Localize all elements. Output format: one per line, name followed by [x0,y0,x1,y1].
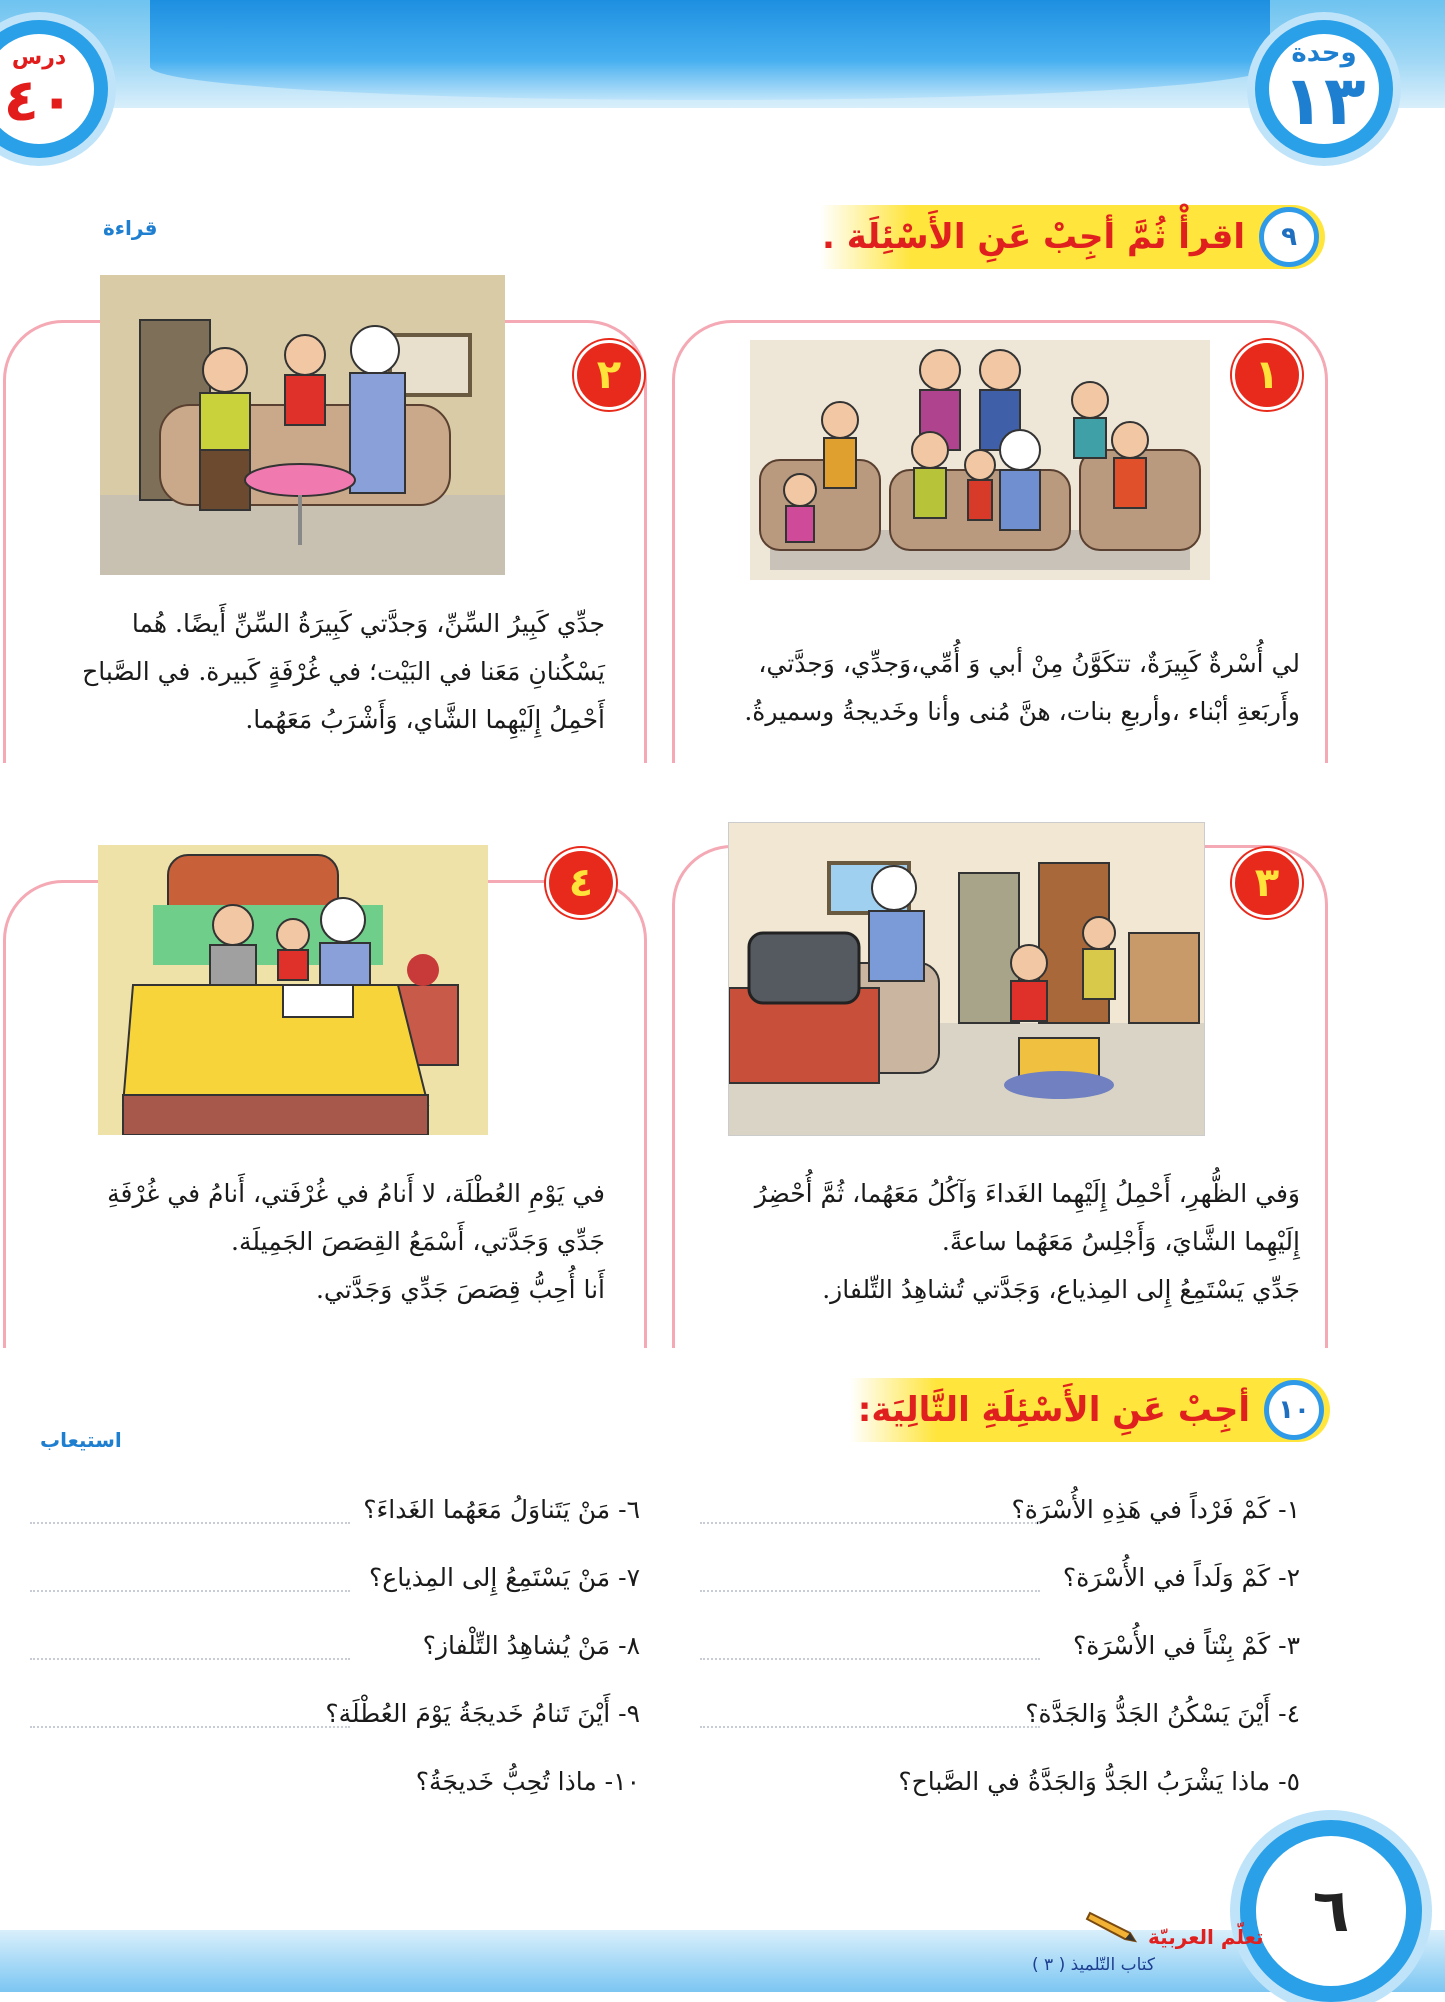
panel-number-3: ٣ [1232,848,1302,918]
panel-number-1: ١ [1232,340,1302,410]
answer-line-7 [30,1590,350,1592]
grandparents-tea-illustration [100,275,505,575]
story-line: وَفي الظُّهرِ، أَحْمِلُ إِلَيْهِما الغَداءَ وَآكُلُ مَعَهُما، ثُمَّ أُحْضِرُ [754,1179,1300,1208]
story-line: إِلَيْهِما الشَّايَ، وَأَجْلِسُ مَعَهُما ساعةً. [941,1227,1300,1256]
answer-line-3 [700,1658,1040,1660]
lesson-number: ٤٠ [3,66,75,134]
question-2: ٢- كَمْ وَلَداً في الأُسْرَة؟ [1062,1563,1300,1592]
question-9: ٩- أَيْنَ تَنامُ خَديجَةُ يَوْمَ العُطْلَة؟ [325,1699,640,1728]
story-line: يَسْكُنانِ مَعَنا في البَيْت؛ في غُرْفَةٍ كَبيرة. في الصَّباح [82,657,605,686]
page-number: ٦ [1240,1820,1422,2002]
story-line: وأَربَعةِ أبْناء ،وأربعِ بنات، هنَّ مُنى وأنا وخَديجةُ وسميرةُ. [744,697,1300,726]
question-5: ٥- ماذا يَشْرَبُ الجَدُّ وَالجَدَّةُ في الصَّباح؟ [898,1767,1300,1796]
grandparents-room-tv-illustration [728,822,1205,1136]
story-text-1 [680,640,1300,736]
question-4: ٤- أَيْنَ يَسْكُنُ الجَدُّ وَالجَدَّة؟ [1025,1699,1300,1728]
section-title-banner-read [820,205,1325,269]
story-line: جَدِّي يَسْتَمِعُ إِلى المِذياع، وَجَدَّتي تُشاهِدُ التِّلفاز. [822,1275,1300,1304]
section-title: أجِبْ عَنِ الأَسْئِلَةِ التَّالِيَة: [857,1390,1250,1430]
question-6: ٦- مَنْ يَتَناوَلُ مَعَهُما الغَداءَ؟ [363,1495,640,1524]
unit-label: وحدة [1291,38,1357,68]
story-text-4 [90,1170,605,1314]
story-line: أَحْمِلُ إِلَيْهِما الشَّاي، وَأَشْرَبُ مَعَهُما. [245,705,605,734]
story-line: جَدِّي وَجَدَّتي، أَسْمَعُ القِصَصَ الجَمِيلَة. [231,1227,605,1256]
book-title: تعلّم العربيّة [1148,1925,1264,1949]
question-7: ٧- مَنْ يَسْتَمِعُ إِلى المِذياع؟ [369,1563,640,1592]
answer-line-8 [30,1658,350,1660]
grandparents-bedtime-story-illustration [98,845,488,1135]
top-banner [0,0,1445,108]
section-title: اقرأْ ثُمَّ أجِبْ عَنِ الأَسْئِلَة . [821,217,1245,257]
question-8: ٨- مَنْ يُشاهِدُ التِّلْفاز؟ [422,1631,640,1660]
question-10: ١٠- ماذا تُحِبُّ خَديجَةُ؟ [415,1767,640,1796]
story-line: لي أُسْرةٌ كَبِيرَةٌ، تتكَوَّنُ مِنْ أبي وَ أُمِّي،وَجدِّي، وَجدَّتي، [758,649,1300,678]
side-tag-comprehension: استيعاب [40,1428,122,1452]
answer-line-1 [700,1522,1040,1524]
side-tag-reading: قراءة [103,216,158,240]
lesson-label: درس [11,45,67,70]
section-number: ١٠ [1264,1380,1324,1440]
story-text-2 [30,600,605,744]
question-3: ٣- كَمْ بِنْتاً في الأُسْرَة؟ [1073,1631,1300,1660]
family-living-room-illustration [750,340,1210,580]
story-line: جدِّي كَبِيرُ السِّنِّ، وَجدَّتي كَبِيرَةُ السِّنِّ أَيضًا. هُما [131,609,605,638]
answer-line-9 [30,1726,350,1728]
panel-number-2: ٢ [574,340,644,410]
unit-badge [1255,20,1393,158]
unit-number: ١٣ [1282,62,1366,141]
book-subtitle: كتاب التّلميذ ( ٣ ) [1032,1955,1155,1975]
answer-line-4 [700,1726,1040,1728]
top-banner-wave [150,0,1270,100]
story-line: في يَوْمِ العُطْلَة، لا أَنامُ في غُرْفَتي، أَنامُ في غُرْفَةِ [107,1179,605,1208]
answer-line-2 [700,1590,1040,1592]
section-title-banner-questions [850,1378,1330,1442]
section-number: ٩ [1259,207,1319,267]
story-text-3 [680,1170,1300,1314]
panel-number-4: ٤ [546,848,616,918]
answer-line-6 [30,1522,350,1524]
pencil-icon [1085,1905,1145,1945]
question-1: ١- كَمْ فَرْداً في هَذِهِ الأُسْرَة؟ [1011,1495,1300,1524]
story-line: أَنا أُحِبُّ قِصَصَ جَدِّي وَجَدَّتي. [315,1275,605,1304]
